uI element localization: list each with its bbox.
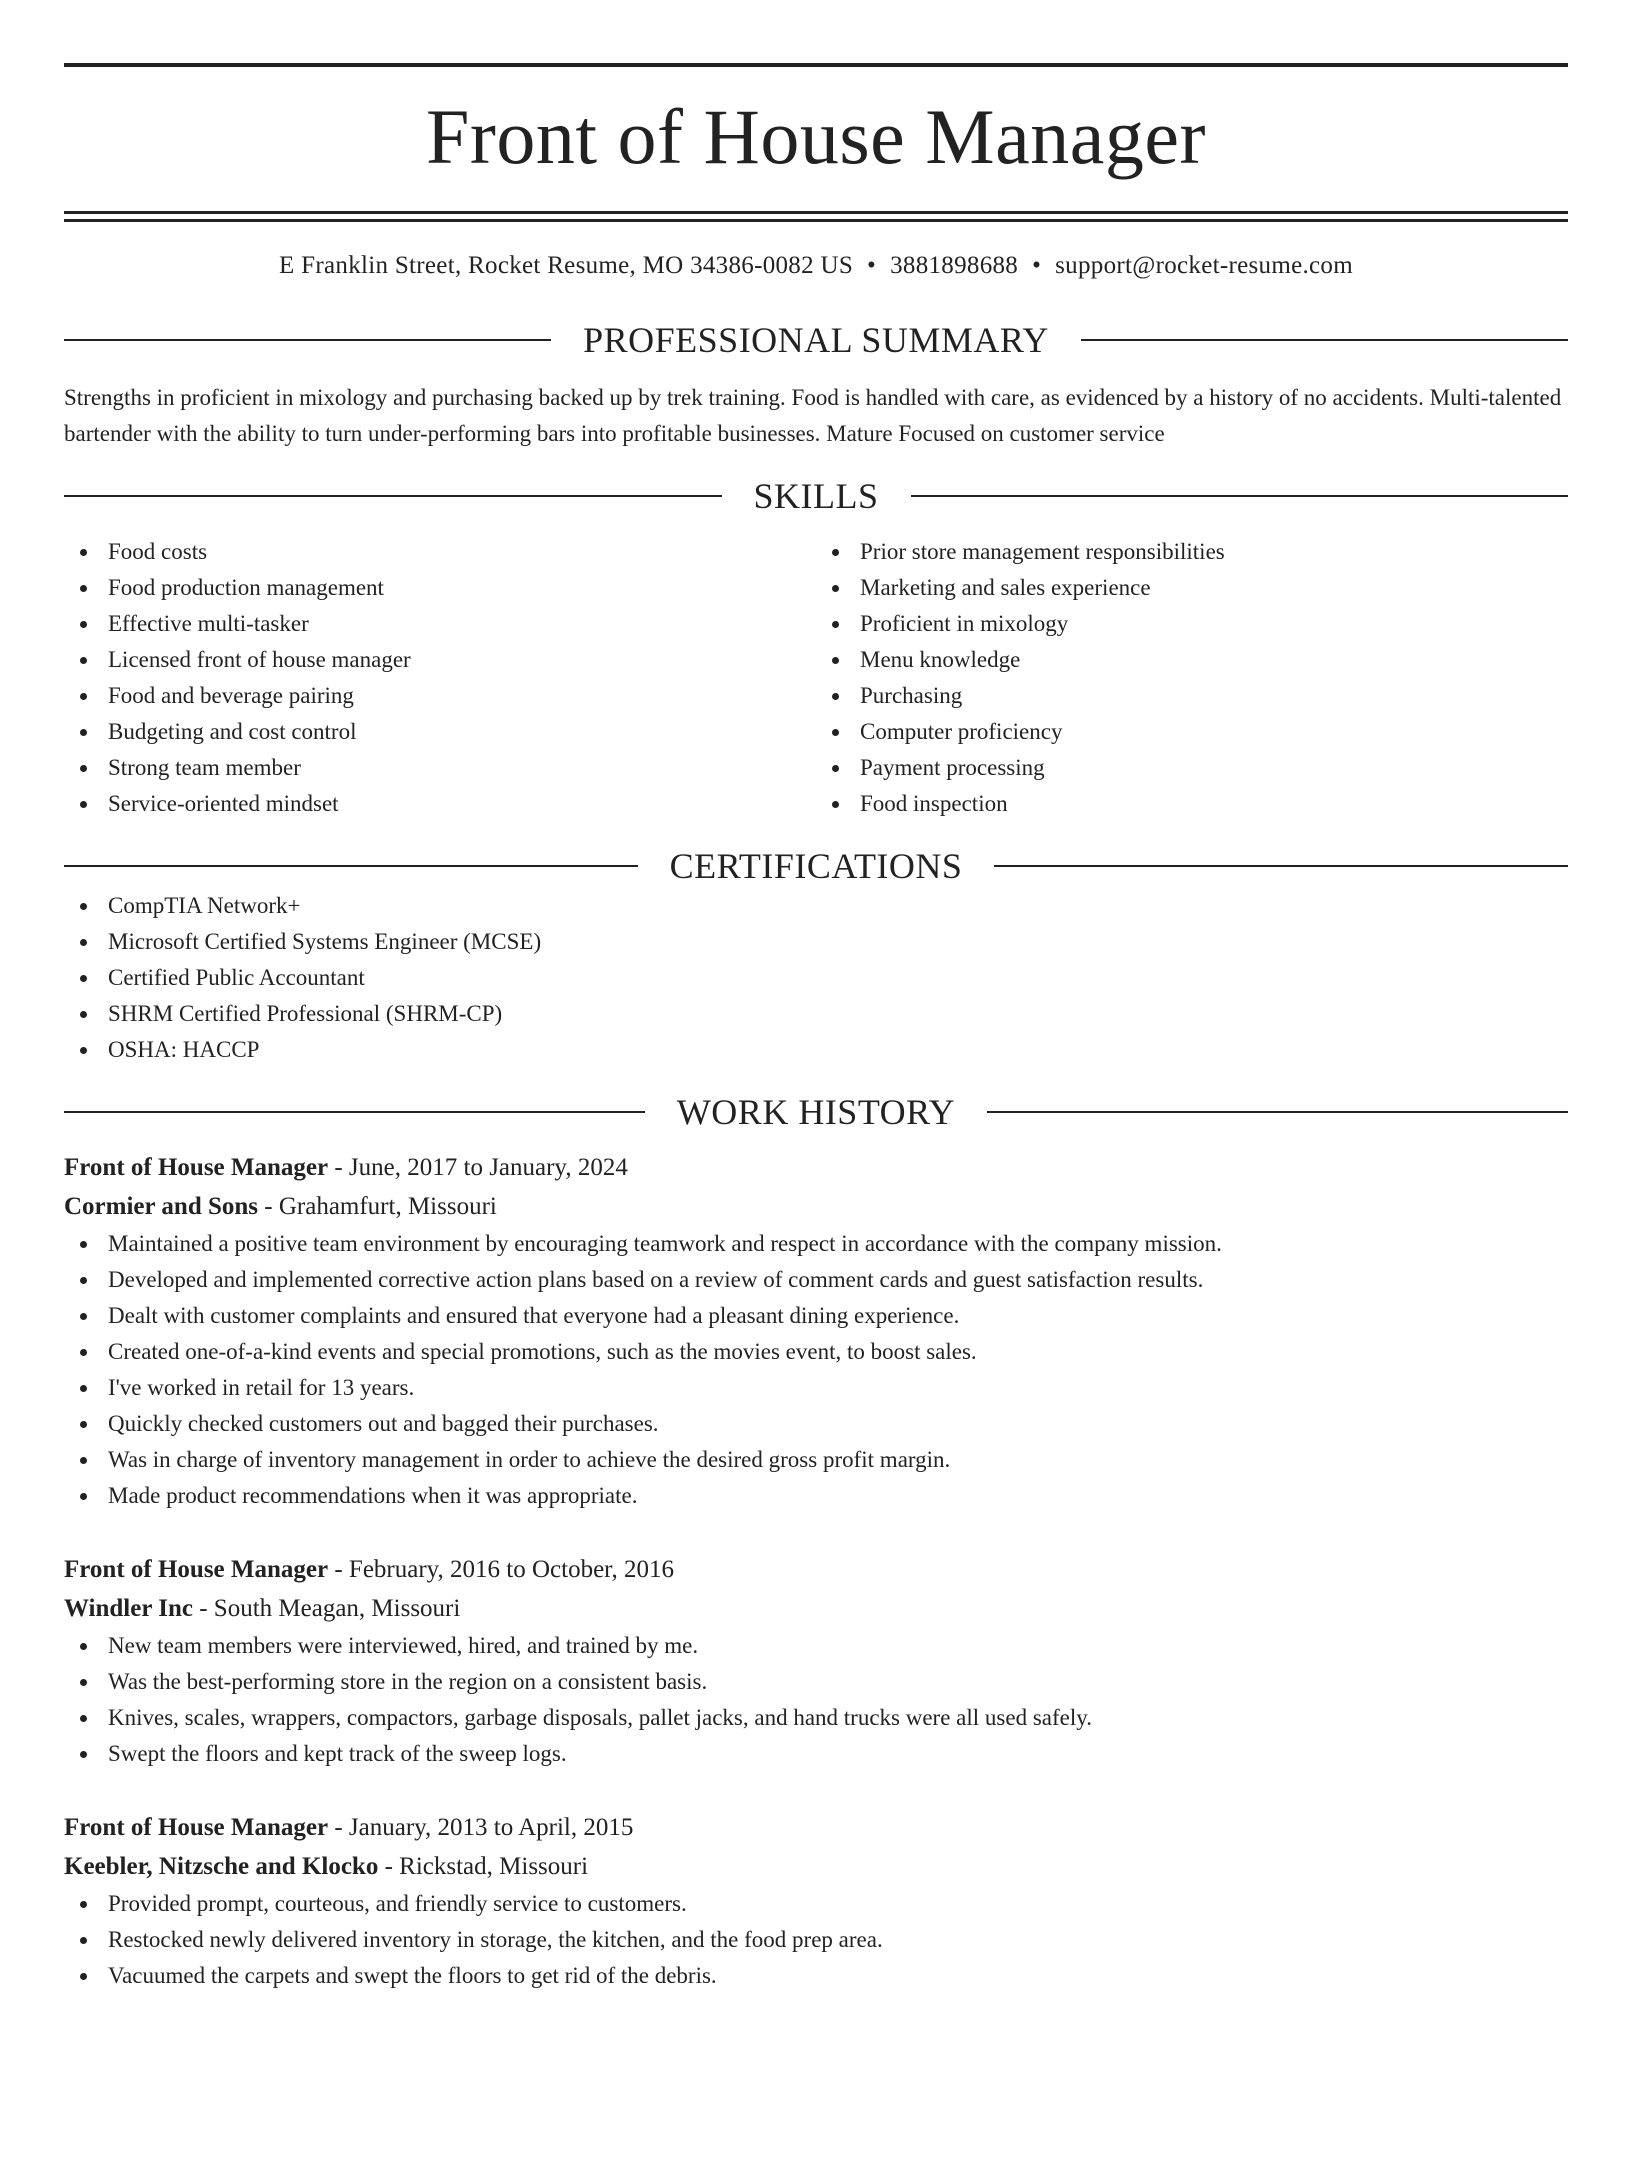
job-entry: [64, 1808, 1568, 1994]
list-item: Maintained a positive team environment by encouraging teamwork and respect in accordance with the company mission.: [64, 1226, 1568, 1262]
list-item: Developed and implemented corrective action plans based on a review of comment cards and guest satisfaction results.: [64, 1262, 1568, 1298]
heading-rule-right: [987, 1111, 1568, 1113]
job-title: Front of House Manager: [64, 1556, 329, 1583]
list-item: Microsoft Certified Systems Engineer (MCSE): [64, 924, 1568, 960]
list-item: Certified Public Accountant: [64, 960, 1568, 996]
list-item: CompTIA Network+: [64, 888, 1568, 924]
job-location: - Grahamfurt, Missouri: [258, 1193, 497, 1220]
job-dates: - February, 2016 to October, 2016: [328, 1556, 675, 1583]
summary-text: Strengths in proficient in mixology and purchasing backed up by trek training. Food is handled with care, as evidenced by a history of no accidents. Multi-talented bartender with the ability to turn under-performing bars into profitable businesses. Mature Focused on customer service: [64, 385, 1562, 446]
list-item: Was in charge of inventory management in order to achieve the desired gross profit margin.: [64, 1442, 1568, 1478]
contact-separator: •: [867, 252, 877, 279]
list-item: OSHA: HACCP: [64, 1032, 1568, 1068]
list-item: Purchasing: [816, 678, 1568, 714]
list-item: Food and beverage pairing: [64, 678, 816, 714]
job-title-line: [64, 1808, 1568, 1847]
job-title-line: [64, 1148, 1568, 1187]
heading-rule-left: [64, 495, 722, 497]
list-item: Knives, scales, wrappers, compactors, garbage disposals, pallet jacks, and hand trucks were all used safely.: [64, 1700, 1568, 1736]
contact-phone: 3881898688: [890, 252, 1019, 279]
job-company-line: [64, 1187, 1568, 1226]
job-title: Front of House Manager: [64, 1814, 329, 1841]
list-item: Strong team member: [64, 750, 816, 786]
heading-rule-right: [994, 865, 1568, 867]
job-entry: [64, 1148, 1568, 1514]
job-location: - South Meagan, Missouri: [192, 1595, 461, 1622]
top-rule: [64, 63, 1568, 67]
skills-heading-label: SKILLS: [753, 476, 879, 516]
job-company: Cormier and Sons: [64, 1193, 259, 1220]
list-item: Prior store management responsibilities: [816, 534, 1568, 570]
job-dates: - January, 2013 to April, 2015: [328, 1814, 634, 1841]
list-item: Service-oriented mindset: [64, 786, 816, 822]
job-company: Keebler, Nitzsche and Klocko: [64, 1853, 379, 1880]
work-history-heading-label: WORK HISTORY: [676, 1092, 956, 1132]
job-dates: - June, 2017 to January, 2024: [328, 1154, 628, 1181]
skills-list-right: [816, 534, 1568, 822]
list-item: New team members were interviewed, hired, and trained by me.: [64, 1628, 1568, 1664]
list-item: Restocked newly delivered inventory in storage, the kitchen, and the food prep area.: [64, 1922, 1568, 1958]
list-item: Budgeting and cost control: [64, 714, 816, 750]
job-bullets: [64, 1628, 1568, 1772]
certifications-heading-label: CERTIFICATIONS: [669, 846, 963, 886]
job-bullets: [64, 1886, 1568, 1994]
list-item: Was the best-performing store in the region on a consistent basis.: [64, 1664, 1568, 1700]
summary-heading-label: PROFESSIONAL SUMMARY: [583, 320, 1049, 360]
list-item: Dealt with customer complaints and ensured that everyone had a pleasant dining experience.: [64, 1298, 1568, 1334]
list-item: Licensed front of house manager: [64, 642, 816, 678]
contact-separator: •: [1032, 252, 1042, 279]
list-item: Proficient in mixology: [816, 606, 1568, 642]
skills-columns: [64, 534, 1568, 822]
job-company-line: [64, 1589, 1568, 1628]
heading-rule-right: [1081, 339, 1568, 341]
job-company-line: [64, 1847, 1568, 1886]
list-item: Payment processing: [816, 750, 1568, 786]
resume-title: Front of House Manager: [426, 93, 1206, 180]
list-item: Computer proficiency: [816, 714, 1568, 750]
job-location: - Rickstad, Missouri: [378, 1853, 589, 1880]
certifications-section-heading: [64, 844, 1568, 888]
certifications-list: [64, 888, 1568, 1068]
contact-email: support@rocket-resume.com: [1055, 252, 1353, 279]
list-item: I've worked in retail for 13 years.: [64, 1370, 1568, 1406]
list-item: Food production management: [64, 570, 816, 606]
list-item: Food inspection: [816, 786, 1568, 822]
skills-section-heading: [64, 474, 1568, 518]
list-item: Menu knowledge: [816, 642, 1568, 678]
summary-section-heading: [64, 318, 1568, 362]
skills-list-left: [64, 534, 816, 822]
heading-rule-left: [64, 865, 638, 867]
list-item: Food costs: [64, 534, 816, 570]
contact-address: E Franklin Street, Rocket Resume, MO 34386-0082 US: [279, 252, 854, 279]
job-title-line: [64, 1550, 1568, 1589]
job-bullets: [64, 1226, 1568, 1514]
contact-line: [64, 250, 1568, 282]
list-item: Marketing and sales experience: [816, 570, 1568, 606]
title-double-rule: [64, 211, 1568, 222]
job-entry: [64, 1550, 1568, 1772]
list-item: Quickly checked customers out and bagged their purchases.: [64, 1406, 1568, 1442]
resume-page: [0, 63, 1632, 2175]
heading-rule-right: [911, 495, 1569, 497]
list-item: Effective multi-tasker: [64, 606, 816, 642]
work-history-section-heading: [64, 1090, 1568, 1134]
heading-rule-left: [64, 1111, 645, 1113]
list-item: Swept the floors and kept track of the sweep logs.: [64, 1736, 1568, 1772]
job-title: Front of House Manager: [64, 1154, 329, 1181]
list-item: Vacuumed the carpets and swept the floors to get rid of the debris.: [64, 1958, 1568, 1994]
list-item: Created one-of-a-kind events and special promotions, such as the movies event, to boost sales.: [64, 1334, 1568, 1370]
list-item: Made product recommendations when it was appropriate.: [64, 1478, 1568, 1514]
list-item: Provided prompt, courteous, and friendly service to customers.: [64, 1886, 1568, 1922]
job-company: Windler Inc: [64, 1595, 193, 1622]
list-item: SHRM Certified Professional (SHRM-CP): [64, 996, 1568, 1032]
heading-rule-left: [64, 339, 551, 341]
